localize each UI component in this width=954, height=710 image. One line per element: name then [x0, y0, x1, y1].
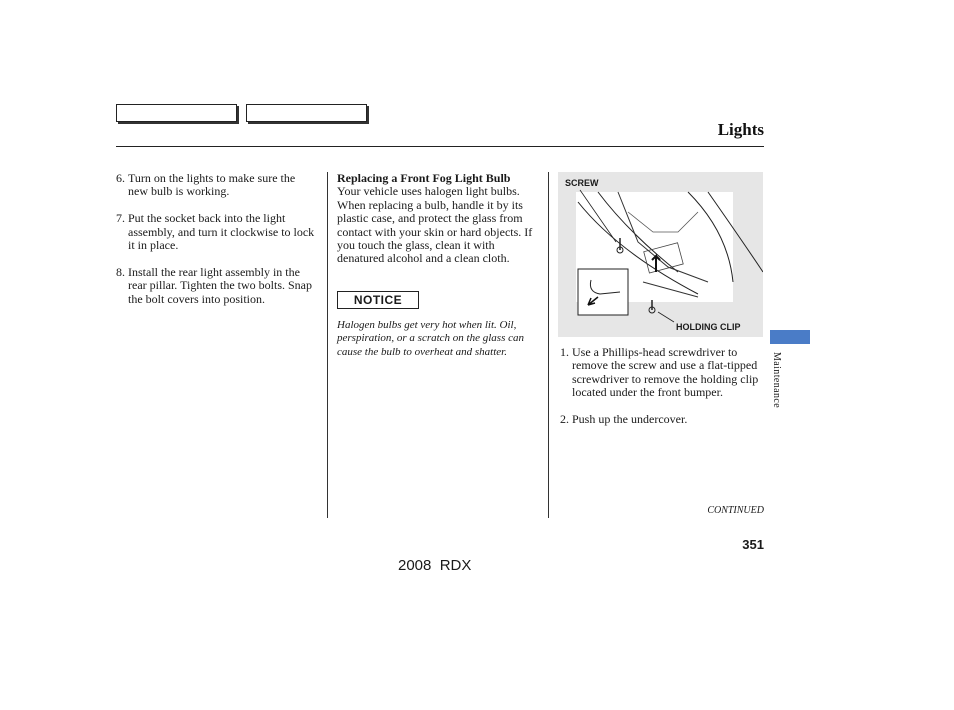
- page-number: 351: [742, 537, 764, 552]
- right-column: [560, 346, 765, 440]
- list-item: [560, 413, 765, 426]
- column-divider-2: [548, 172, 549, 518]
- item-text: Install the rear light assembly in the rear pillar. Tighten the two bolts. Snap the bolt covers into position.: [128, 264, 312, 306]
- label-holding-clip: HOLDING CLIP: [676, 322, 741, 332]
- bumper-diagram: [558, 172, 763, 337]
- model-footer: 2008 RDX: [398, 557, 472, 574]
- item-text: Put the socket back into the light assembly, and turn it clockwise to lock it in place.: [128, 211, 315, 253]
- list-item: [116, 172, 316, 199]
- list-item: [560, 346, 765, 400]
- item-number: 7.: [116, 211, 125, 226]
- column-divider-1: [327, 172, 328, 518]
- item-number: 1.: [560, 345, 569, 359]
- notice-text: Halogen bulbs get very hot when lit. Oil, perspiration, or a scratch on the glass can cause the bulb to overheat and shatter.: [337, 319, 524, 358]
- middle-column: [337, 172, 542, 266]
- section-tab-marker[interactable]: [770, 330, 810, 344]
- continued-label: CONTINUED: [707, 505, 764, 516]
- notice-badge: NOTICE: [337, 291, 419, 309]
- section-body: Your vehicle uses halogen light bulbs. When replacing a bulb, handle it by its plastic case, and protect the glass from contact with your skin or hard objects. If you touch the glass, clean it with denatured alcohol and a clean cloth.: [337, 184, 533, 266]
- item-number: 6.: [116, 171, 125, 185]
- nav-button-main-menu[interactable]: [116, 104, 237, 122]
- header-rule: [116, 146, 764, 147]
- list-item: [116, 266, 316, 306]
- left-column: [116, 172, 316, 319]
- item-text: Use a Phillips-head screwdriver to remove the screw and use a flat-tipped screwdriver to remove the holding clip located under the front bumper.: [572, 345, 759, 400]
- item-number: 2.: [560, 412, 569, 427]
- section-heading: Replacing a Front Fog Light Bulb: [337, 171, 511, 185]
- fog-light-illustration: [558, 172, 763, 337]
- page-title: Lights: [717, 120, 764, 139]
- item-text: Push up the undercover.: [572, 412, 688, 427]
- nav-button-index[interactable]: [246, 104, 367, 122]
- item-number: 8.: [116, 264, 125, 279]
- item-text: Turn on the lights to make sure the new bulb is working.: [128, 171, 296, 199]
- list-item: [116, 212, 316, 252]
- label-screw: SCREW: [565, 178, 599, 188]
- section-tab-label: Maintenance: [771, 352, 782, 409]
